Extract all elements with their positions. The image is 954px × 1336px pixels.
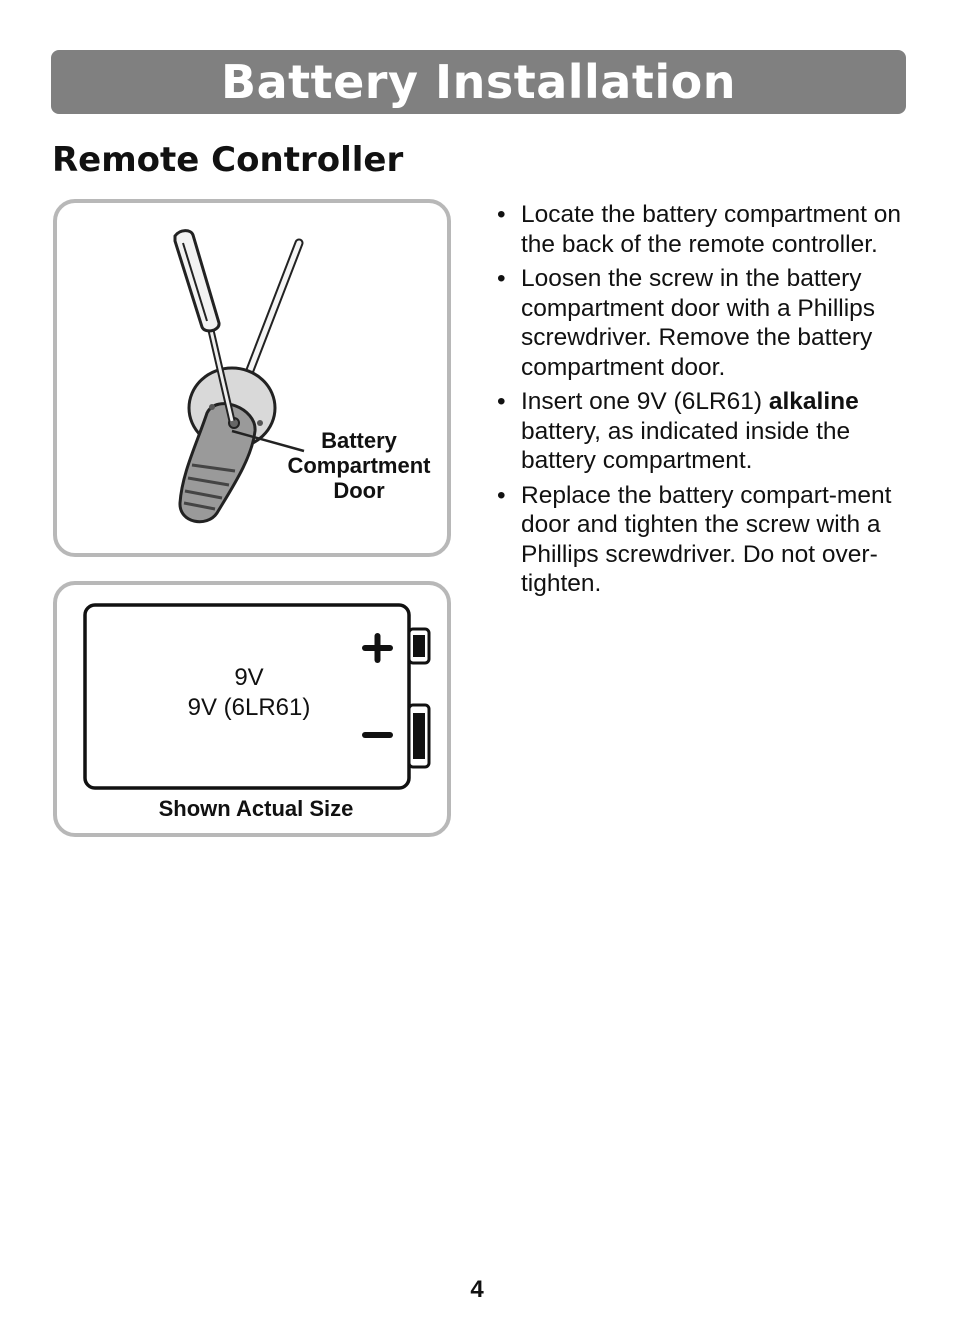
instruction-text: Loosen the screw in the battery compartment door with a Phillips screwdriver. Remove the battery compartment door. [521, 265, 876, 381]
battery-compartment-door-label: Battery Compartment Door [287, 428, 431, 503]
instruction-step-3 [495, 387, 915, 476]
antenna-icon [247, 243, 299, 378]
instruction-list [495, 200, 915, 604]
remote-illustration-panel [53, 199, 451, 557]
instruction-step-1 [495, 200, 915, 259]
battery-label [149, 663, 349, 723]
title-bar [51, 50, 906, 114]
battery-voltage-label: 9V [234, 664, 264, 691]
battery-type-label: 9V (6LR61) [187, 694, 311, 721]
instruction-step-2 [495, 264, 915, 382]
battery-illustration-panel [53, 581, 451, 837]
section-heading: Remote Controller [52, 140, 404, 180]
page-number: 4 [470, 1276, 484, 1303]
page-title: Battery Installation [221, 55, 736, 109]
bullet-icon: • [497, 481, 506, 509]
instruction-emphasis: alkaline [768, 388, 859, 415]
instruction-text: battery, as indicated inside the battery compartment. [521, 417, 851, 474]
bullet-icon: • [497, 265, 506, 292]
instruction-text: Insert one 9V (6LR61) [521, 388, 769, 415]
actual-size-caption: Shown Actual Size [158, 796, 354, 821]
bullet-icon: • [497, 388, 506, 415]
instruction-step-4 [495, 481, 915, 599]
instruction-text: Locate the battery compartment on the back of the remote controller. [521, 201, 901, 258]
instruction-text: Replace the battery compart-ment door and tighten the screw with a Phillips screwdriver. Do not over-tighten. [521, 481, 892, 597]
bullet-icon: • [497, 201, 506, 228]
